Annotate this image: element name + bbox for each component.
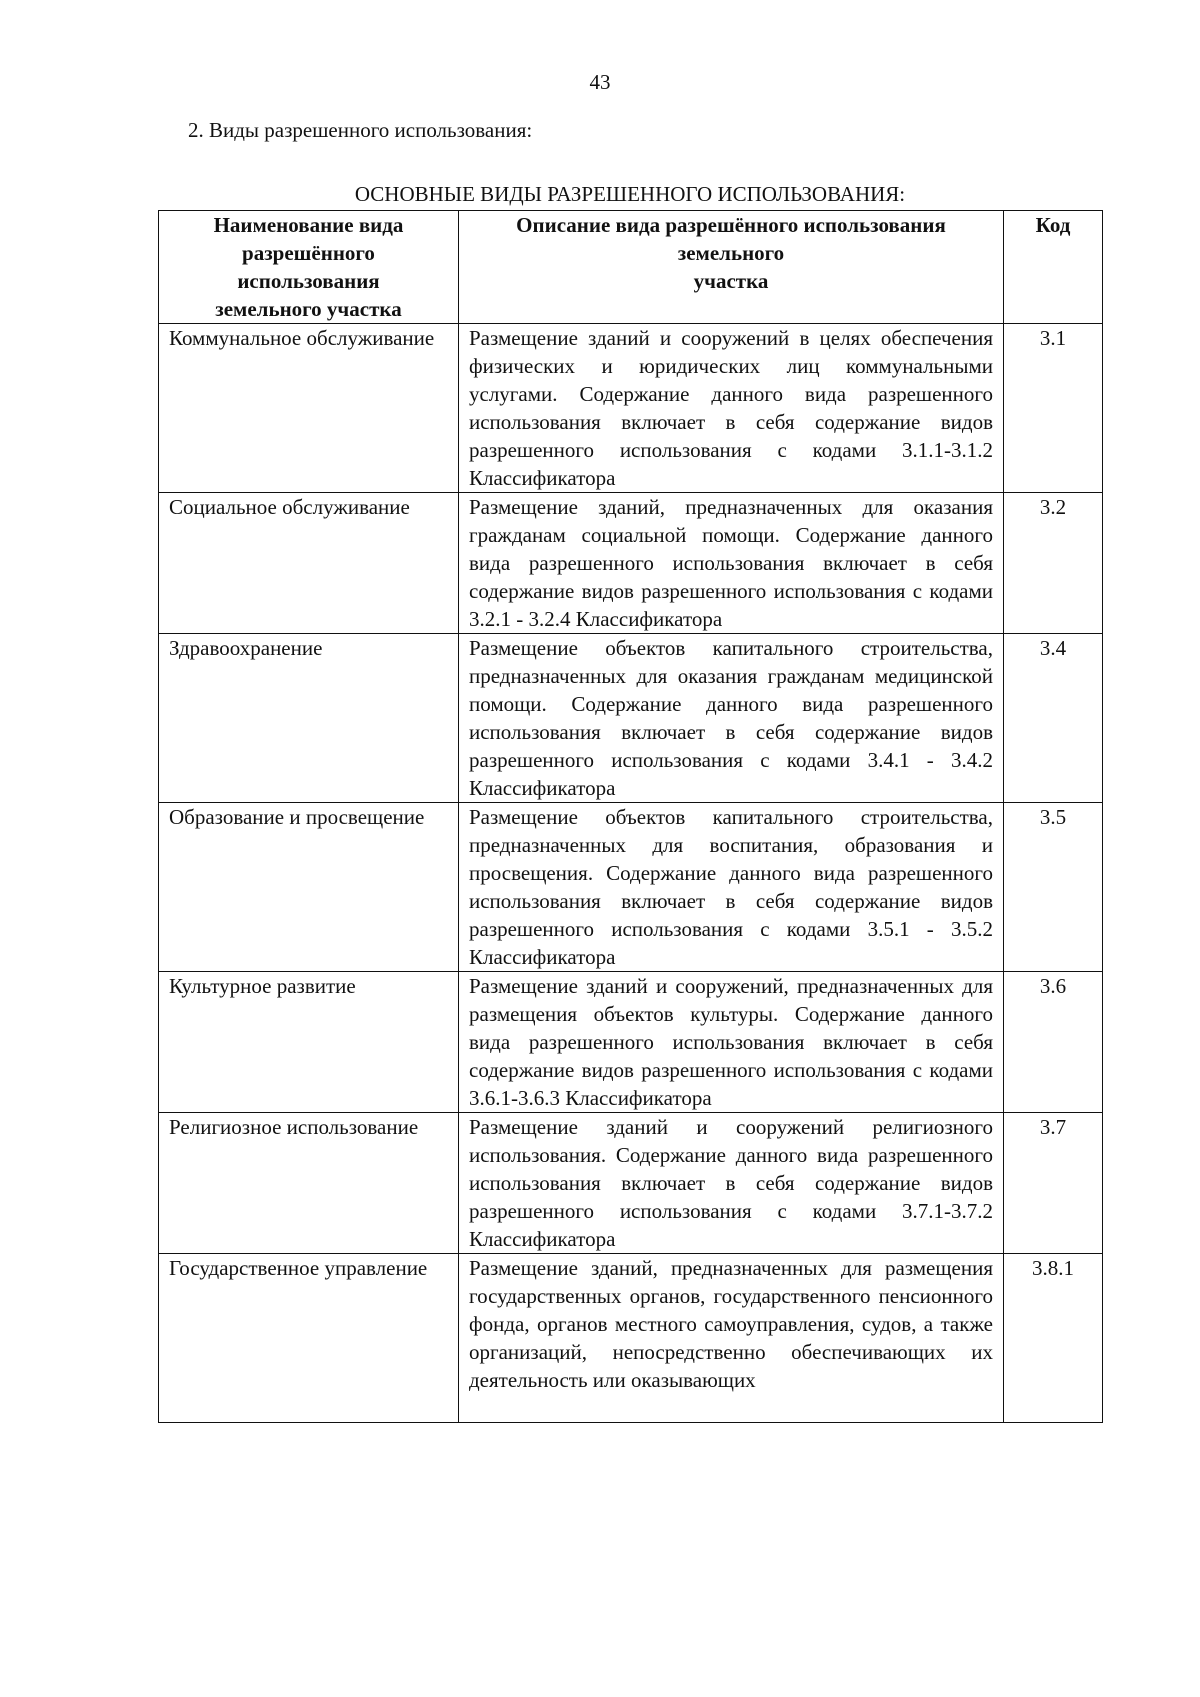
use-code: 3.5 — [1004, 803, 1103, 972]
use-description: Размещение объектов капитального строительства, предназначенных для воспитания, образования и просвещения. Содержание данного вида разрешенного использования включает в себя содержание видов разрешенного использования с кодами 3.5.1 - 3.5.2 Классификатора — [459, 803, 1004, 972]
header-name-line: Наименование вида — [213, 213, 404, 237]
use-description: Размещение зданий и сооружений в целях обеспечения физических и юридических лиц коммунальными услугами. Содержание данного вида разрешенного использования включает в себя содержание видов разрешенного использования с кодами 3.1.1-3.1.2 Классификатора — [459, 324, 1004, 493]
header-description-line: земельного — [677, 241, 785, 265]
use-name: Здравоохранение — [159, 634, 459, 803]
use-code: 3.4 — [1004, 634, 1103, 803]
use-name: Государственное управление — [159, 1254, 459, 1423]
header-name-line: использования — [237, 269, 380, 293]
use-description: Размещение объектов капитального строительства, предназначенных для оказания гражданам медицинской помощи. Содержание данного вида разрешенного использования включает в себя содержание видов разрешенного использования с кодами 3.4.1 - 3.4.2 Классификатора — [459, 634, 1004, 803]
header-description-line: участка — [693, 269, 769, 293]
header-description-line: Описание вида разрешённого использования — [516, 213, 946, 237]
table-row — [159, 1254, 1103, 1423]
use-name: Религиозное использование — [159, 1113, 459, 1254]
use-name: Социальное обслуживание — [159, 493, 459, 634]
use-name: Образование и просвещение — [159, 803, 459, 972]
table-row — [159, 1113, 1103, 1254]
table-row — [159, 972, 1103, 1113]
header-code-line: Код — [1035, 213, 1071, 237]
section-heading: 2. Виды разрешенного использования: — [188, 118, 533, 142]
header-name-line: разрешённого — [242, 241, 375, 265]
use-description: Размещение зданий и сооружений религиозного использования. Содержание данного вида разрешенного использования включает в себя содержание видов разрешенного использования с кодами 3.7.1-3.7.2 Классификатора — [459, 1113, 1004, 1254]
table-row — [159, 493, 1103, 634]
use-code: 3.7 — [1004, 1113, 1103, 1254]
use-code: 3.6 — [1004, 972, 1103, 1113]
use-code: 3.2 — [1004, 493, 1103, 634]
header-code — [1004, 211, 1103, 324]
use-name: Коммунальное обслуживание — [159, 324, 459, 493]
table-title: ОСНОВНЫЕ ВИДЫ РАЗРЕШЕННОГО ИСПОЛЬЗОВАНИЯ: — [354, 182, 906, 206]
table-row — [159, 803, 1103, 972]
use-description: Размещение зданий, предназначенных для размещения государственных органов, государственного пенсионного фонда, органов местного самоуправления, судов, а также организаций, непосредственно обеспечивающих их деятельность или оказывающих — [459, 1254, 1004, 1423]
use-description: Размещение зданий и сооружений, предназначенных для размещения объектов культуры. Содержание данного вида разрешенного использования включает в себя содержание видов разрешенного использования с кодами 3.6.1-3.6.3 Классификатора — [459, 972, 1004, 1113]
table-header-row — [159, 211, 1103, 324]
header-description — [459, 211, 1004, 324]
use-code: 3.8.1 — [1004, 1254, 1103, 1423]
table-row — [159, 634, 1103, 803]
use-code: 3.1 — [1004, 324, 1103, 493]
use-description: Размещение зданий, предназначенных для оказания гражданам социальной помощи. Содержание данного вида разрешенного использования включает в себя содержание видов разрешенного использования с кодами 3.2.1 - 3.2.4 Классификатора — [459, 493, 1004, 634]
permitted-uses-table — [158, 210, 1103, 1423]
table-row — [159, 324, 1103, 493]
use-name: Культурное развитие — [159, 972, 459, 1113]
page-number: 43 — [589, 70, 611, 94]
header-name — [159, 211, 459, 324]
header-name-line: земельного участка — [215, 297, 402, 321]
